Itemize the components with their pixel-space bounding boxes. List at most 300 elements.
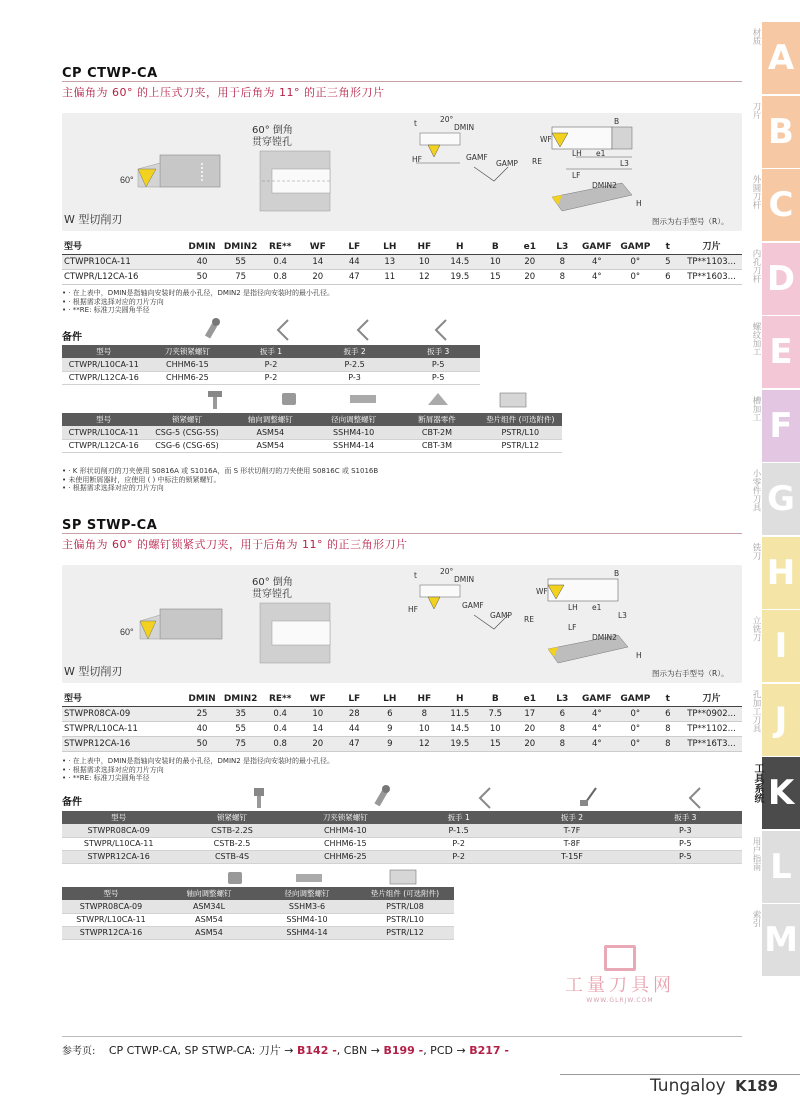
dim-lh: LH (568, 603, 578, 612)
section2-subtitle: 主偏角为 60° 的螺钉锁紧式刀夹，用于后角为 11° 的正三角形刀片 (62, 538, 408, 551)
note-line: • · 根据需求选择对应的刀片方向 (62, 297, 164, 306)
dim-dmin2: DMIN2 (592, 181, 617, 190)
screw-icon (296, 874, 322, 882)
table-cell: 0° (616, 721, 655, 736)
table-row (62, 706, 742, 721)
note-line: • 未使用断屑器时，应使用 ( ) 中标注的锁紧螺钉。 (62, 475, 221, 484)
column-header: 扳手 2 (313, 345, 397, 358)
table-cell: 14 (299, 254, 336, 269)
table-cell: 6 (655, 269, 681, 284)
table-cell: 20 (513, 254, 548, 269)
table-cell: SSHM4-14 (258, 926, 356, 939)
dim-dmin: DMIN (454, 123, 475, 132)
table-cell: 8 (547, 254, 577, 269)
table-cell: CBT-2M (395, 426, 478, 439)
bore-label: 贯穿镗孔 (252, 137, 292, 148)
table-cell: 10 (299, 706, 336, 721)
column-header: 扳手 3 (396, 345, 480, 358)
column-header: DMIN2 (220, 236, 261, 254)
table-cell: 7.5 (478, 706, 513, 721)
tab-letter: I (774, 626, 788, 666)
tab-label: 孔加工刀具 (751, 689, 761, 732)
column-header: t (655, 236, 681, 254)
tab-label: 外圆刀杆 (751, 175, 761, 209)
tab-letter: M (764, 920, 798, 960)
tab-letter: A (767, 38, 795, 78)
ref-link-b199[interactable]: B199 - (383, 1044, 424, 1057)
table-cell: CTWPR10CA-11 (62, 254, 184, 269)
table-cell: TP**1102... (681, 721, 742, 736)
wrench-icon (278, 320, 288, 340)
screw-icon (228, 872, 242, 884)
column-header: L3 (547, 236, 577, 254)
column-header: 垫片组件 (可选附件) (356, 887, 454, 900)
tab-i[interactable] (751, 610, 800, 682)
footer-rule (62, 1036, 742, 1037)
table-cell: TP**16T3... (681, 736, 742, 751)
column-header: e1 (513, 236, 548, 254)
table-cell: P-2 (402, 837, 515, 850)
table-cell: 50 (184, 736, 221, 751)
table-cell: 20 (299, 736, 336, 751)
tab-letter: D (766, 258, 796, 299)
table-cell: STWPR12CA-16 (62, 736, 184, 751)
table-cell: 20 (299, 269, 336, 284)
section2-notes (62, 757, 334, 783)
dim-re: RE (532, 157, 542, 166)
table-cell: P-5 (396, 358, 480, 371)
table-cell: 10 (478, 254, 513, 269)
table-cell: P-5 (396, 371, 480, 384)
table-cell: ASM54 (160, 926, 258, 939)
table-cell: ASM54 (160, 913, 258, 926)
table-cell: 10 (407, 254, 442, 269)
table-row (62, 426, 562, 439)
watermark-text: 工量刀具网 (565, 975, 675, 996)
tab-letter: J (774, 699, 788, 740)
table-cell: 40 (184, 721, 221, 736)
note-line: • · **RE: 标准刀尖圆角半径 (62, 306, 150, 314)
tab-letter: F (769, 405, 793, 446)
column-header: 径向调整螺钉 (258, 887, 356, 900)
table-cell: TP**1103... (681, 254, 742, 269)
table-cell: 44 (336, 721, 373, 736)
brand-and-page (650, 1076, 778, 1096)
table-cell: 4° (578, 254, 617, 269)
tab-d[interactable] (751, 243, 800, 315)
table-cell: CHHM6-25 (289, 850, 402, 863)
table-cell: 0.8 (261, 269, 300, 284)
column-header: 型号 (62, 236, 184, 254)
tab-label: 铣刀 (751, 542, 761, 560)
table-cell: CSG-5 (CSG-5S) (145, 426, 228, 439)
table-cell: P-5 (629, 850, 742, 863)
table-row (62, 824, 742, 837)
column-header: RE** (261, 236, 300, 254)
table-cell: 0° (616, 254, 655, 269)
table-cell: 5 (655, 254, 681, 269)
tab-letter: L (770, 846, 792, 887)
table-cell: 20 (513, 736, 548, 751)
column-header: L3 (547, 688, 577, 706)
table-cell: 15 (478, 269, 513, 284)
dim-re: RE (524, 615, 534, 624)
table-cell: 17 (513, 706, 548, 721)
table-cell: 11.5 (442, 706, 479, 721)
table-cell: 4° (578, 706, 617, 721)
tab-label: 小零件刀具 (751, 469, 761, 512)
column-header: 刀片 (681, 236, 742, 254)
brand-name: Tungaloy (650, 1076, 726, 1096)
column-header: WF (299, 236, 336, 254)
screw-icon (254, 788, 264, 808)
table-cell: TP**0902... (681, 706, 742, 721)
table-cell: SSHM4-10 (312, 426, 395, 439)
table-cell: CSTB-4S (175, 850, 288, 863)
section2-diagram (62, 565, 742, 683)
column-header: DMIN2 (220, 688, 261, 706)
column-header: GAMP (616, 688, 655, 706)
ref-link-b142[interactable]: B142 - (297, 1044, 337, 1057)
tab-e[interactable] (751, 316, 800, 388)
tab-letter: K (767, 773, 795, 813)
chamfer-label: 60° 倒角 (252, 577, 293, 588)
tab-a[interactable] (751, 22, 800, 94)
note-line: • · K 形状切削刃的刀夹使用 S0816A 或 S1016A，而 S 形状切削刃的刀夹使用 S0816C 或 S1016B (62, 467, 379, 475)
section1-drawing (62, 113, 742, 231)
table-cell: SSHM3-6 (258, 900, 356, 913)
tab-l[interactable] (751, 831, 800, 903)
column-header: 刀夹锁紧螺钉 (289, 811, 402, 824)
column-header: 型号 (62, 811, 175, 824)
table-header-row (62, 887, 454, 900)
screw-icon (282, 393, 296, 405)
table-cell: P-3 (313, 371, 397, 384)
chamfer-label: 60° 倒角 (252, 125, 293, 136)
table-cell: 19.5 (442, 269, 479, 284)
table-cell: 15 (478, 736, 513, 751)
table-cell: 8 (655, 736, 681, 751)
tab-k[interactable] (752, 757, 800, 829)
dim-lh: LH (572, 149, 582, 158)
ref-text: , PCD → (423, 1044, 466, 1057)
table-header-row (62, 236, 742, 254)
table-cell: 8 (655, 721, 681, 736)
dim-h: H (636, 651, 642, 660)
table-cell: CTWPR/L10CA-11 (62, 358, 146, 371)
table-cell: STWPR08CA-09 (62, 900, 160, 913)
table-cell: 6 (373, 706, 408, 721)
table-row (62, 269, 742, 284)
angle-60-label: 60° (120, 627, 134, 637)
column-header: 扳手 2 (515, 811, 628, 824)
table-cell: P-2 (229, 371, 313, 384)
table-row (62, 900, 454, 913)
table-header-row (62, 811, 742, 824)
table-cell: 20 (513, 721, 548, 736)
section2-title: SP STWP-CA (62, 518, 158, 533)
column-header: 型号 (62, 345, 146, 358)
table-cell: PSTR/L10 (356, 913, 454, 926)
table-cell: CSTB-2.2S (175, 824, 288, 837)
watermark (540, 945, 700, 1004)
column-header: 断屑器零件 (395, 413, 478, 426)
table-cell: P-3 (629, 824, 742, 837)
tab-b[interactable] (751, 96, 800, 168)
dim-wf: WF (540, 135, 552, 144)
tab-j[interactable] (751, 684, 800, 756)
dim-l3: L3 (618, 611, 627, 620)
section2-parts2-table (62, 887, 454, 940)
wrench-icon (358, 320, 368, 340)
table-cell: 35 (220, 706, 261, 721)
column-header: GAMF (578, 688, 617, 706)
table-cell: 47 (336, 269, 373, 284)
dim-e1: e1 (596, 149, 606, 158)
column-header: 扳手 1 (402, 811, 515, 824)
table-cell: 14.5 (442, 254, 479, 269)
screw-icon (350, 395, 376, 403)
wrench-icon (480, 788, 490, 808)
w-edge-label: W 型切削刃 (64, 213, 123, 226)
column-header: LH (373, 236, 408, 254)
column-header: GAMP (616, 236, 655, 254)
table-cell: 55 (220, 254, 261, 269)
table-cell: T-15F (515, 850, 628, 863)
table-cell: 40 (184, 254, 221, 269)
column-header: 径向调整螺钉 (312, 413, 395, 426)
column-header: 垫片组件 (可选附件) (479, 413, 562, 426)
section1-subtitle: 主偏角为 60° 的上压式刀夹，用于后角为 11° 的正三角形刀片 (62, 86, 385, 99)
table-cell: 0.4 (261, 721, 300, 736)
table-cell: 10 (407, 721, 442, 736)
column-header: 刀片 (681, 688, 742, 706)
section1-rule (62, 81, 742, 82)
column-header: LH (373, 688, 408, 706)
torx-key-icon (580, 788, 596, 806)
section1-parts2-table (62, 413, 562, 453)
table-cell: 6 (547, 706, 577, 721)
dim-wf: WF (536, 587, 548, 596)
table-cell: STWPR08CA-09 (62, 706, 184, 721)
table-cell: CBT-3M (395, 439, 478, 452)
section1-parts1-icons (180, 316, 480, 344)
section1-title: CP CTWP-CA (62, 66, 158, 81)
note-line: • · 在上表中，DMIN是指轴向安装时的最小孔径，DMIN2 是指径向安装时的最小孔径。 (62, 289, 334, 297)
table-row (62, 358, 480, 371)
table-cell: CTWPR/L12CA-16 (62, 371, 146, 384)
table-cell: 44 (336, 254, 373, 269)
table-row (62, 254, 742, 269)
dim-20: 20° (440, 115, 454, 124)
table-row (62, 837, 742, 850)
table-cell: 12 (407, 269, 442, 284)
table-cell: 14 (299, 721, 336, 736)
table-cell: SSHM4-14 (312, 439, 395, 452)
section1-notes2 (62, 467, 378, 493)
table-cell: PSTR/L10 (479, 426, 562, 439)
tab-letter: B (768, 111, 794, 152)
table-cell: CTWPR/L10CA-11 (62, 426, 145, 439)
column-header: 型号 (62, 688, 184, 706)
tab-label: 内孔刀杆 (751, 248, 761, 283)
table-cell: STWPR/L10CA-11 (62, 837, 175, 850)
table-cell: P-2.5 (313, 358, 397, 371)
section1-parts1-table (62, 345, 480, 385)
bore-label: 贯穿镗孔 (252, 589, 292, 600)
table-cell: 0° (616, 736, 655, 751)
section1-parts2-icons (200, 389, 540, 413)
table-cell: CSG-6 (CSG-6S) (145, 439, 228, 452)
ref-text: CP CTWP-CA, SP STWP-CA: 刀片 → (108, 1044, 294, 1057)
dim-t: t (414, 571, 417, 580)
column-header: H (442, 236, 479, 254)
tab-label: 索引 (751, 910, 761, 927)
section2-parts-label: 备件 (62, 797, 82, 808)
table-cell: PSTR/L08 (356, 900, 454, 913)
table-cell: P-2 (402, 850, 515, 863)
column-header: GAMF (578, 236, 617, 254)
tab-f[interactable] (751, 390, 800, 462)
tab-h[interactable] (751, 537, 800, 609)
dim-gamf: GAMF (466, 153, 488, 162)
tab-letter: G (767, 479, 795, 519)
dim-20: 20° (440, 567, 454, 576)
note-line: • · 根据需求选择对应的刀片方向 (62, 484, 164, 492)
wrench-icon (690, 788, 700, 808)
table-cell: STWPR/L10CA-11 (62, 721, 184, 736)
table-cell: 75 (220, 269, 261, 284)
table-cell: T-8F (515, 837, 628, 850)
dim-hf: HF (408, 605, 418, 614)
column-header: 扳手 1 (229, 345, 313, 358)
column-header: HF (407, 236, 442, 254)
shim-icon (500, 393, 526, 407)
tab-letter: C (768, 185, 794, 225)
section2-drawing (62, 565, 742, 683)
table-cell: 6 (655, 706, 681, 721)
table-cell: 13 (373, 254, 408, 269)
page-number: K189 (735, 1077, 779, 1095)
section2-rule (62, 533, 742, 534)
table-row (62, 850, 742, 863)
table-cell: 9 (373, 721, 408, 736)
tab-m[interactable] (751, 904, 800, 976)
screw-icon (374, 785, 390, 806)
tab-label: 槽加工 (751, 395, 761, 421)
table-cell: 55 (220, 721, 261, 736)
table-cell: ASM54 (229, 439, 312, 452)
table-cell: 8 (547, 736, 577, 751)
table-cell: CHHM6-25 (146, 371, 230, 384)
table-cell: 25 (184, 706, 221, 721)
dim-hf: HF (412, 155, 422, 164)
dim-e1: e1 (592, 603, 602, 612)
column-header: 刀夹锁紧螺钉 (146, 345, 230, 358)
table-cell: CSTB-2.5 (175, 837, 288, 850)
table-cell: 50 (184, 269, 221, 284)
dim-gamp: GAMP (490, 611, 512, 620)
section2-spec-table (62, 688, 742, 752)
table-cell: ASM54 (229, 426, 312, 439)
watermark-logo (604, 945, 636, 971)
reference-line (62, 1042, 509, 1058)
table-cell: SSHM4-10 (258, 913, 356, 926)
w-edge-label: W 型切削刃 (64, 665, 123, 678)
note-line: • · 在上表中，DMIN是指轴向安装时的最小孔径，DMIN2 是指径向安装时的最小孔径。 (62, 757, 334, 765)
table-cell: 0.8 (261, 736, 300, 751)
diagram-caption: 图示为右手型号（R）。 (652, 669, 729, 678)
tab-label: 用户指南 (751, 836, 761, 871)
wrench-icon (436, 320, 446, 340)
table-cell: PSTR/L12 (479, 439, 562, 452)
table-cell: 75 (220, 736, 261, 751)
column-header: WF (299, 688, 336, 706)
column-header: e1 (513, 688, 548, 706)
column-header: 锁紧螺钉 (145, 413, 228, 426)
table-row (62, 439, 562, 452)
shim-icon (390, 870, 416, 884)
table-cell: 0° (616, 706, 655, 721)
dim-b: B (614, 569, 620, 578)
table-cell: T-7F (515, 824, 628, 837)
column-header: LF (336, 236, 373, 254)
section1-diagram (62, 113, 742, 231)
tab-g[interactable] (751, 463, 800, 535)
note-line: • · **RE: 标准刀尖圆角半径 (62, 774, 150, 782)
column-header: 扳手 3 (629, 811, 742, 824)
section2-parts1-icons (200, 784, 740, 812)
dim-h: H (636, 199, 642, 208)
table-cell: 20 (513, 269, 548, 284)
dim-gamf: GAMF (462, 601, 484, 610)
table-cell: CHHM6-15 (146, 358, 230, 371)
tab-label: 立铣刀 (751, 616, 761, 642)
dim-gamp: GAMP (496, 159, 518, 168)
table-header-row (62, 688, 742, 706)
table-cell: 9 (373, 736, 408, 751)
dim-dmin: DMIN (454, 575, 475, 584)
table-cell: 19.5 (442, 736, 479, 751)
section2-parts2-icons (200, 868, 460, 888)
column-header: HF (407, 688, 442, 706)
footer-brand-rule (560, 1074, 800, 1075)
dim-b: B (614, 117, 620, 126)
section2-parts1-table (62, 811, 742, 864)
column-header: t (655, 688, 681, 706)
table-cell: 0° (616, 269, 655, 284)
table-cell: 12 (407, 736, 442, 751)
tab-label: 材质 (751, 28, 761, 45)
section1-notes (62, 289, 334, 315)
column-header: 型号 (62, 887, 160, 900)
ref-prefix: 参考页: (62, 1046, 96, 1057)
screw-icon (208, 391, 222, 409)
column-header: DMIN (184, 236, 221, 254)
table-row (62, 721, 742, 736)
column-header: B (478, 688, 513, 706)
dim-dmin2: DMIN2 (592, 633, 617, 642)
tab-c[interactable] (751, 169, 800, 241)
column-header: DMIN (184, 688, 221, 706)
ref-link-b217[interactable]: B217 - (469, 1044, 509, 1057)
table-cell: 28 (336, 706, 373, 721)
column-header: 型号 (62, 413, 145, 426)
chipbreaker-icon (428, 393, 448, 405)
table-cell: P-5 (629, 837, 742, 850)
table-header-row (62, 413, 562, 426)
dim-lf: LF (568, 623, 577, 632)
